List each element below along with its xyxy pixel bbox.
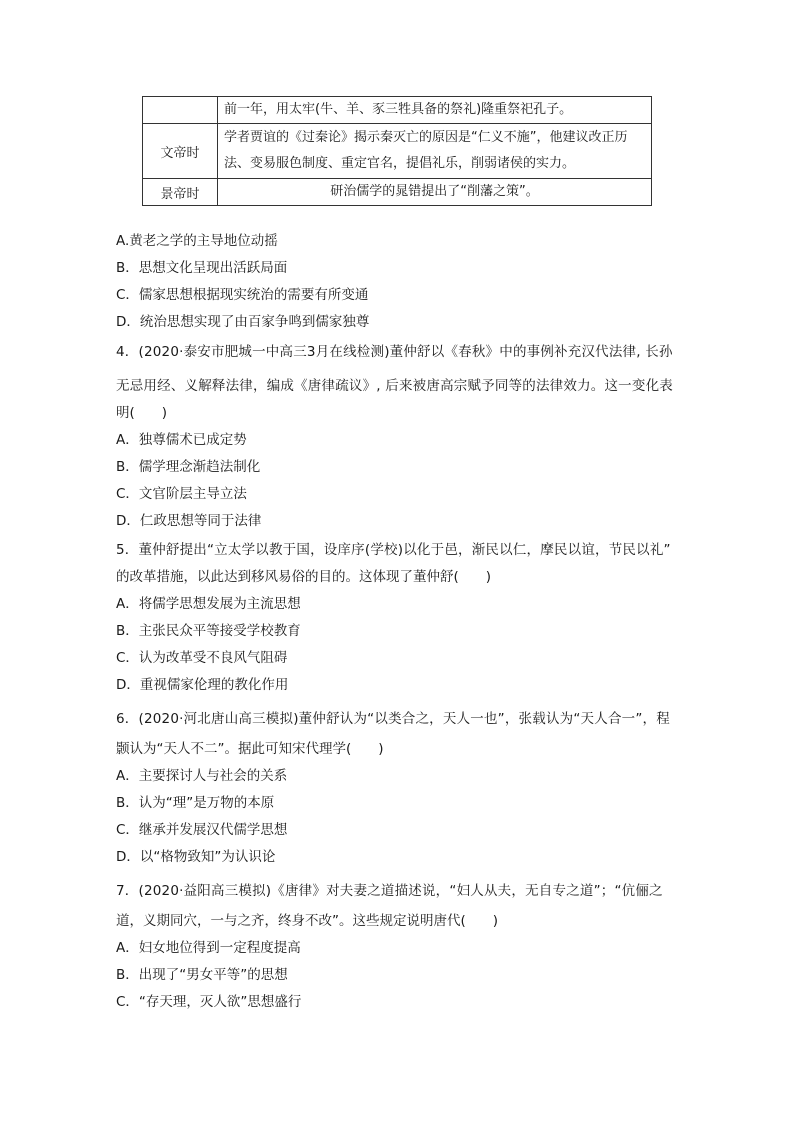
era-cell — [143, 97, 218, 124]
option-d: D．重视儒家伦理的教化作用 — [116, 677, 289, 693]
option-b: B．认为“理”是万物的本原 — [116, 795, 275, 811]
era-cell: 文帝时 — [143, 124, 218, 179]
question-4-stem-line: 无忌用经、义解释法律，编成《唐律疏议》, 后来被唐高宗赋予同等的法律效力。这一变化表 — [116, 378, 673, 394]
question-5-stem-line: 5．董仲舒提出“立太学以教于国，设庠序(学校)以化于邑，渐民以仁，摩民以谊，节民以礼” — [116, 542, 671, 558]
table-row — [143, 124, 652, 179]
option-b: B．出现了“男女平等”的思想 — [116, 967, 288, 983]
question-6-stem-line: 颢认为“天人不二”。据此可知宋代理学( ) — [116, 741, 384, 757]
option-a: A．主要探讨人与社会的关系 — [116, 768, 288, 784]
option-c: C．认为改革受不良风气阻碍 — [116, 650, 288, 666]
question-7-stem-line: 7．(2020·益阳高三模拟)《唐律》对夫妻之道描述说，“妇人从夫，无自专之道”；“伉俪之 — [116, 883, 663, 899]
question-5-stem-line: 的改革措施，以此达到移风易俗的目的。这体现了董仲舒( ) — [116, 569, 492, 585]
option-a: A.黄老之学的主导地位动摇 — [116, 233, 278, 249]
description-cell: 研治儒学的晁错提出了“削藩之策”。 — [218, 179, 652, 206]
option-d: D．以“格物致知”为认识论 — [116, 849, 276, 865]
option-c: C．继承并发展汉代儒学思想 — [116, 822, 288, 838]
table-row — [143, 97, 652, 124]
option-a: A．将儒学思想发展为主流思想 — [116, 596, 301, 612]
option-a: A．妇女地位得到一定程度提高 — [116, 940, 301, 956]
option-d: D．统治思想实现了由百家争鸣到儒家独尊 — [116, 314, 370, 330]
option-c: C．文官阶层主导立法 — [116, 486, 247, 502]
option-a: A．独尊儒术已成定势 — [116, 432, 247, 448]
question-4-stem-line: 4．(2020·泰安市肥城一中高三3月在线检测)董仲舒以《春秋》中的事例补充汉代法律, 长孙 — [116, 344, 673, 360]
option-b: B．儒学理念渐趋法制化 — [116, 459, 261, 475]
table-row — [143, 179, 652, 206]
era-cell: 景帝时 — [143, 179, 218, 206]
description-cell: 学者贾谊的《过秦论》揭示秦灭亡的原因是“仁义不施”，他建议改正历法、变易服色制度、重定官名，提倡礼乐，削弱诸侯的实力。 — [218, 124, 652, 179]
question-6-stem-line: 6．(2020·河北唐山高三模拟)董仲舒认为“以类合之，天人一也”，张载认为“天人合一”，程 — [116, 711, 670, 727]
history-table — [142, 96, 652, 206]
option-b: B．主张民众平等接受学校教育 — [116, 623, 301, 639]
option-b: B．思想文化呈现出活跃局面 — [116, 260, 288, 276]
question-4-stem-line: 明( ) — [116, 405, 168, 421]
description-cell: 前一年，用太牢(牛、羊、豕三牲具备的祭礼)隆重祭祀孔子。 — [218, 97, 652, 124]
question-7-stem-line: 道，义期同穴，一与之齐，终身不改”。这些规定说明唐代( ) — [116, 913, 499, 929]
option-c: C．“存天理，灭人欲”思想盛行 — [116, 994, 302, 1010]
option-c: C．儒家思想根据现实统治的需要有所变通 — [116, 287, 369, 303]
option-d: D．仁政思想等同于法律 — [116, 513, 262, 529]
